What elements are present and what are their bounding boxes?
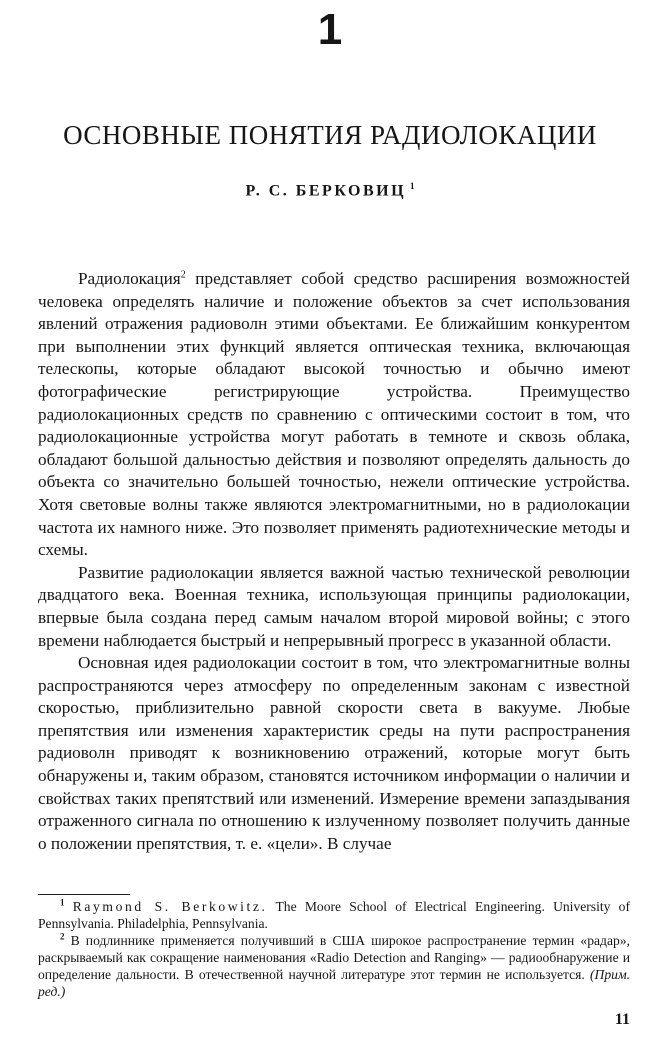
footnotes [38,898,630,1000]
page-number: 11 [614,1011,630,1028]
footnote-2-mark: 2 [60,931,65,942]
chapter-title: ОСНОВНЫЕ ПОНЯТИЯ РАДИОЛОКАЦИИ [63,120,597,150]
footnote-1-author: Raymond S. Berkowitz. [72,899,268,914]
paragraph-1 [38,268,630,562]
chapter-number: 1 [317,5,343,54]
author-footnote-mark: 1 [410,181,415,191]
footnote-1-mark: 1 [60,897,65,908]
paragraph-3: Основная идея радиолокации состоит в том, что электромагнитные волны распространяются через атмосферу по определенным законам с известной скоростью, приблизительно равной скорости света в вакууме. Любые препятствия или изменения характеристик среды на пути распространения радиоволн приводят к возникновению отражений, которые могут быть обнаружены и, таким образом, становятся источником информации о наличии и свойствах таких препятствий или изменений. Измерение времени запаздывания отраженного сигнала по отношению к излученному позволяет получить данные о положении препятствия, т. е. «цели». В случае [38,653,630,853]
editor-note: (Прим. ред.) [38,967,631,999]
footnote-2 [38,932,630,1000]
paragraph-1-start: Радиолокация [78,269,181,288]
footnote-2-text: В подлиннике применяется получивший в США широкое распространение термин «радар», раскрываемый как сокращение наименования «Radio Detection and Ranging» — радиообнаружение и определение дальности. В отечественной научной литературе этот термин не используется. [38,933,630,982]
footnote-mark-2: 2 [180,269,186,281]
footnote-separator [38,894,130,895]
paragraph-2: Развитие радиолокации является важной частью технической революции двадцатого века. Военная техника, использующая принципы радиолокации, впервые была создана перед самым началом второй мировой войны; с этого времени наблюдается быстрый и непрерывный прогресс в указанной области. [38,562,630,650]
author-name: Р. С. БЕРКОВИЦ [245,182,407,200]
body-text [38,268,630,855]
chapter-author [0,176,660,201]
paragraph-1-rest: представляет собой средство расширения возможностей человека определять наличие и положение объектов за счет использования явлений отражения радиоволн этими объектами. Ее ближайшим конкурентом при выполнении этих функций является оптическая техника, включающая телескопы, которые обладают высокой точностью и обычно имеют фотографические регистрирующие устройства. Преимущество радиолокационных средств по сравнению с оптическими состоит в том, что радиолокационные устройства могут работать в темноте и сквозь облака, обладают большой дальностью действия и позволяют определять дальность до объекта со значительно большей точностью, нежели оптические устройства. Хотя световые волны также являются электромагнитными, но в радиолокации частота их намного ниже. Это позволяет применять радиотехнические методы и схемы. [38,269,630,560]
footnote-1 [38,898,630,932]
footnote-1-text: The Moore School of Electrical Engineering. University of Pennsylvania. Philadelphia, Pennsylvania. [38,899,630,931]
